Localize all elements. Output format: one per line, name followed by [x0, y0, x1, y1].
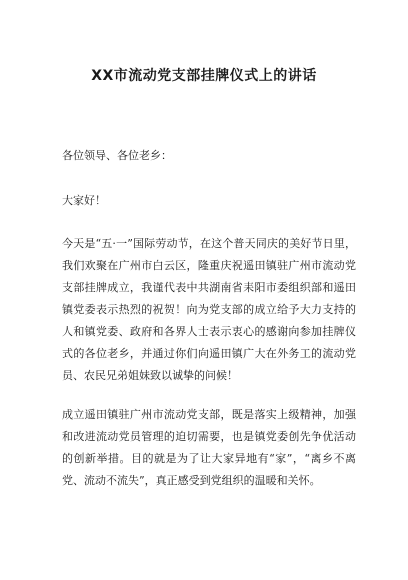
- hello-paragraph: 大家好！: [62, 194, 106, 207]
- document-title: XX市流动党支部挂牌仪式上的讲话: [91, 68, 317, 84]
- body-paragraph-2: 成立遥田镇驻广州市流动党支部，既是落实上级精神，加强和改进流动党员管理的迫切需要，也是镇党委创先争优活动的创新举措。目的就是为了让大家异地有“家”，“离乡不离党、流动不流失”，真正感受到党组织的温暖和关怀。: [62, 408, 356, 487]
- body-paragraph-1: 今天是“五·一”国际劳动节，在这个普天同庆的美好节日里，我们欢聚在广州市白云区，隆重庆祝遥田镇驻广州市流动党支部挂牌成立，我谨代表中共湖南省耒阳市委组织部和遥田镇党委表示热烈的祝贺！向为党支部的成立给予大力支持的人和镇党委、政府和各界人士表示衷心的感谢向参加挂牌仪式的各位老乡，并通过你们向遥田镇广大在外务工的流动党员、农民兄弟姐妹致以诚挚的问候！: [62, 237, 356, 382]
- greeting-paragraph: 各位领导、各位老乡：: [62, 149, 172, 162]
